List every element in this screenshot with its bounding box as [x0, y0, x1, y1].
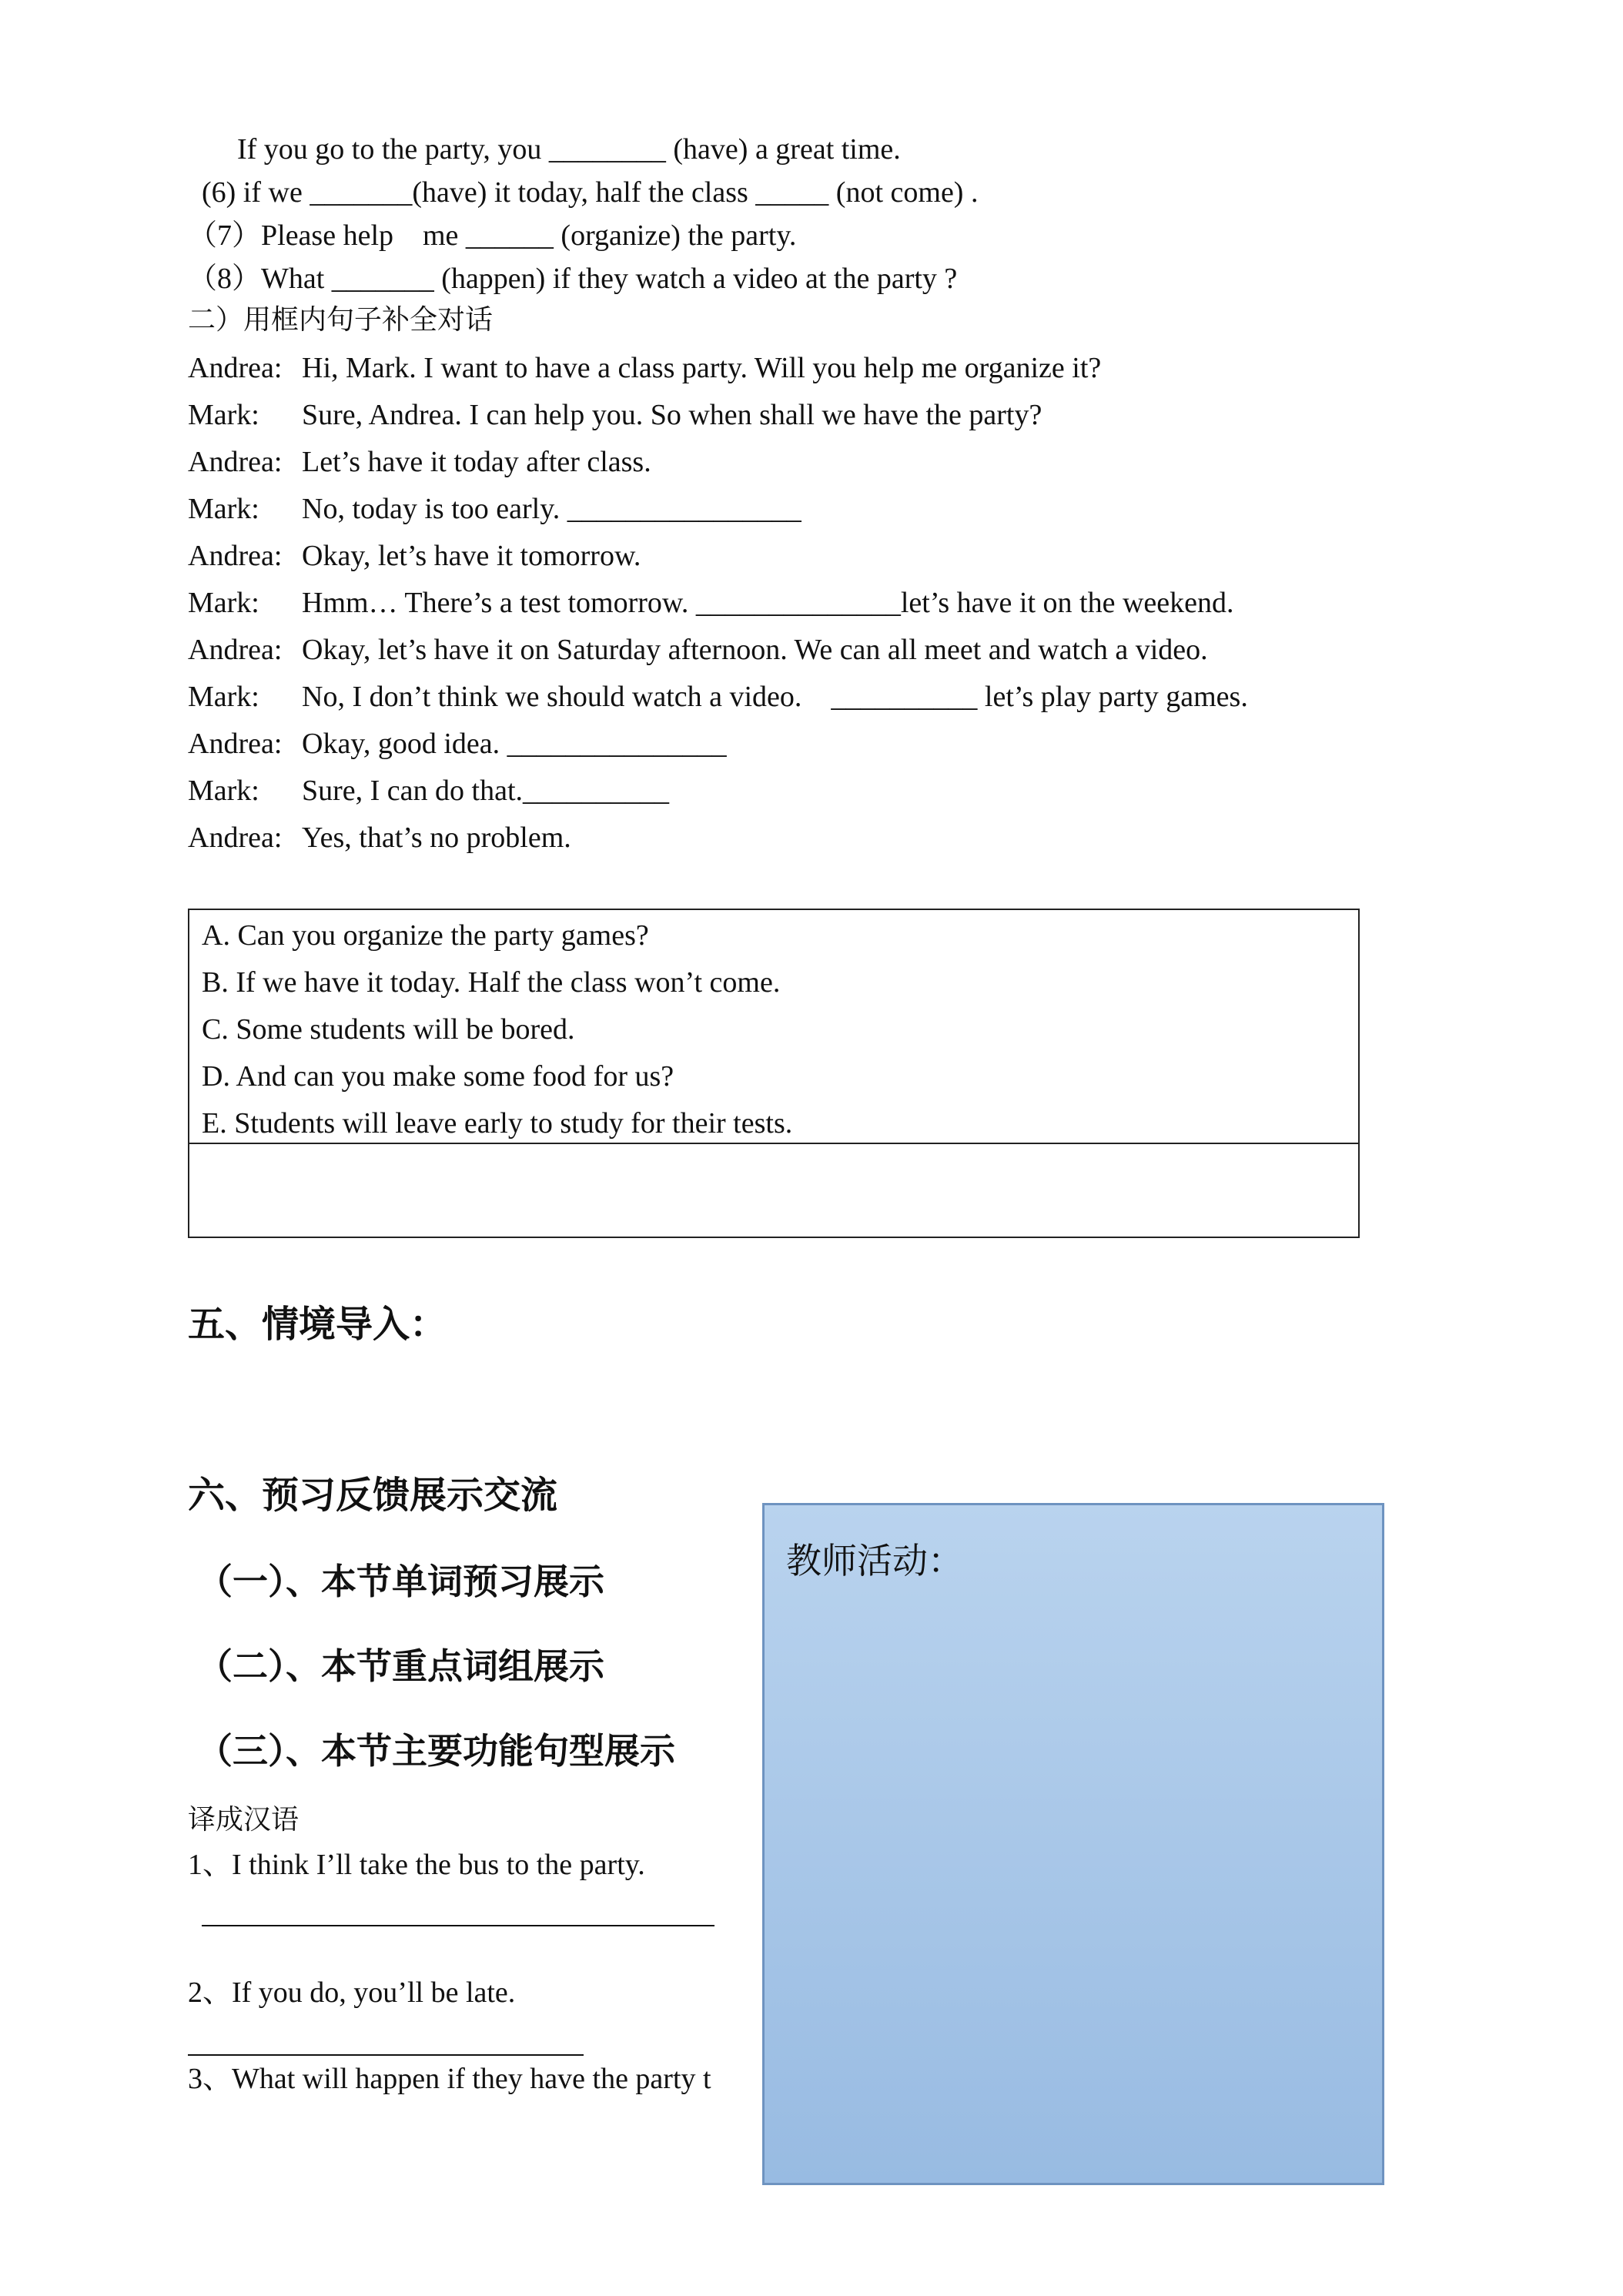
dialogue-speaker: Mark:: [188, 399, 259, 431]
option-c: C. Some students will be bored.: [202, 1013, 575, 1046]
translate-item-1: 1、I think I’ll take the bus to the party.: [188, 1849, 645, 1881]
subsection-sentences: （三）、本节主要功能句型展示: [197, 1730, 675, 1772]
exercise-line-7: （7）Please help me ______ (organize) the party.: [188, 219, 797, 252]
exercise-line-6: (6) if we _______(have) it today, half the class _____ (not come) .: [202, 176, 979, 209]
dialogue-text: Sure, Andrea. I can help you. So when shall we have the party?: [302, 399, 1042, 431]
dialogue-speaker: Mark:: [188, 587, 259, 619]
section-5-title: 五、情境导入：: [188, 1303, 447, 1346]
option-e: E. Students will leave early to study for their tests.: [202, 1107, 793, 1140]
dialogue-text: Okay, good idea. _______________: [302, 728, 727, 760]
section-6-title: 六、预习反馈展示交流: [188, 1474, 558, 1517]
dialogue-text: No, I don’t think we should watch a video. __________ let’s play party games.: [302, 681, 1248, 713]
dialogue-text: Hmm… There’s a test tomorrow. ______________let’s have it on the weekend.: [302, 587, 1234, 619]
option-a: A. Can you organize the party games?: [202, 919, 649, 952]
option-d: D. And can you make some food for us?: [202, 1060, 674, 1093]
dialogue-text: Sure, I can do that.__________: [302, 775, 670, 807]
dialogue-speaker: Andrea:: [188, 446, 283, 478]
exercise-line-8: （8）What _______ (happen) if they watch a video at the party ?: [188, 263, 958, 295]
dialogue-text: Okay, let’s have it on Saturday afternoon. We can all meet and watch a video.: [302, 634, 1208, 666]
teacher-activity-box: [762, 1503, 1384, 2185]
answer-divider: [189, 1143, 1358, 1144]
answer-line-2[interactable]: [188, 2054, 584, 2056]
dialogue-speaker: Andrea:: [188, 540, 283, 572]
dialogue-speaker: Andrea:: [188, 634, 283, 666]
dialogue-speaker: Andrea:: [188, 352, 283, 384]
dialogue-text: Hi, Mark. I want to have a class party. Will you help me organize it?: [302, 352, 1102, 384]
dialogue-speaker: Mark:: [188, 493, 259, 525]
exercise-line-5: If you go to the party, you ________ (have) a great time.: [237, 133, 901, 166]
teacher-activity-label: 教师活动：: [786, 1540, 963, 1581]
translate-item-3: 3、What will happen if they have the party t: [188, 2063, 711, 2095]
translate-item-2: 2、If you do, you’ll be late.: [188, 1976, 516, 2009]
translate-label: 译成汉语: [188, 1804, 300, 1836]
dialogue-text: No, today is too early. ________________: [302, 493, 801, 525]
dialogue-text: Okay, let’s have it tomorrow.: [302, 540, 641, 572]
dialogue-speaker: Andrea:: [188, 728, 283, 760]
answer-line-1[interactable]: [202, 1925, 714, 1926]
dialogue-text: Let’s have it today after class.: [302, 446, 651, 478]
subsection-phrases: （二）、本节重点词组展示: [197, 1645, 604, 1687]
section-2-title: 二）用框内句子补全对话: [188, 304, 494, 336]
dialogue-speaker: Mark:: [188, 775, 259, 807]
subsection-words: （一）、本节单词预习展示: [197, 1561, 604, 1602]
option-b: B. If we have it today. Half the class won’t come.: [202, 966, 781, 999]
dialogue-text: Yes, that’s no problem.: [302, 822, 571, 854]
dialogue-speaker: Mark:: [188, 681, 259, 713]
dialogue-speaker: Andrea:: [188, 822, 283, 854]
